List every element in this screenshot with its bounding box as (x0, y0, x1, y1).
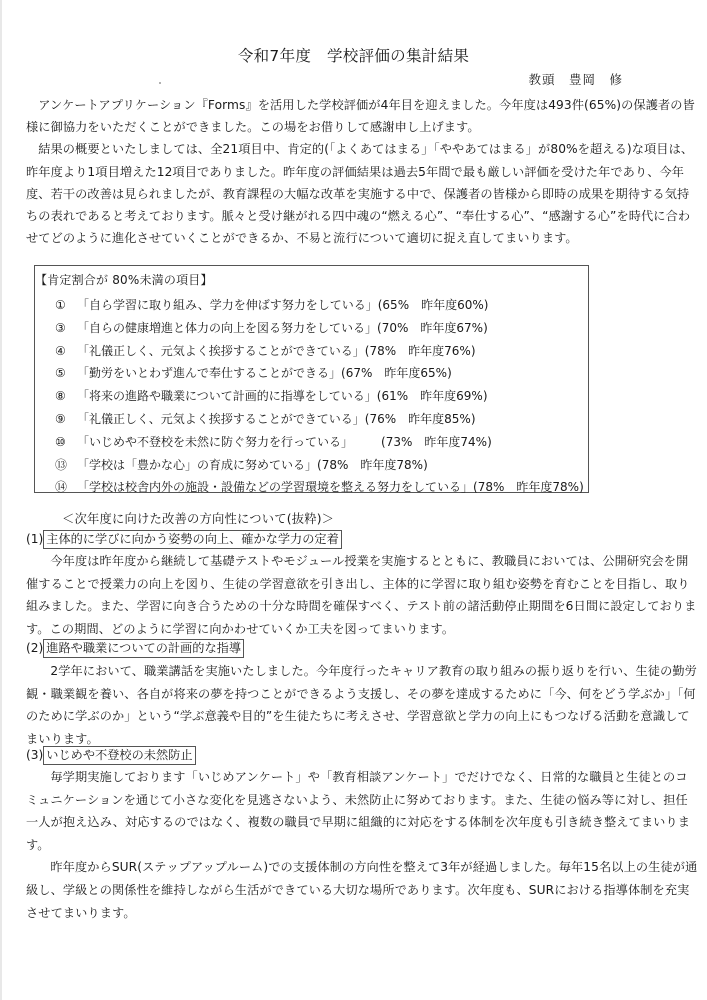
section-3-body (26, 766, 698, 924)
low-rating-item: ⑬ 「学校は「豊かな心」の育成に努めている」(78% 昨年度78%) (55, 454, 584, 477)
low-rating-item: ① 「自ら学習に取り組み、学力を伸ばす努力をしている」(65% 昨年度60%) (55, 294, 584, 317)
previous-rate: 67% (456, 320, 484, 335)
previous-rate: 69% (456, 389, 483, 404)
low-rating-item: ⑤ 「勤労をいとわず進んで奉仕することができる」(67% 昨年度65%) (55, 362, 584, 385)
previous-rate: 65% (420, 366, 448, 381)
item-number: ③ (55, 320, 66, 335)
item-text: 「自ら学習に取り組み、学力を伸ばす努力をしている」 (77, 298, 378, 312)
previous-rate: 60% (457, 298, 484, 312)
current-rate: 70% (381, 320, 409, 335)
current-rate: 65% (382, 298, 410, 312)
current-rate: 78% (369, 343, 397, 358)
intro-section (26, 94, 698, 249)
previous-rate: 85% (444, 411, 471, 426)
improvements-heading: ＜次年度に向けた改善の方向性について(抜粋)＞ (62, 512, 335, 526)
intro-paragraph: アンケートアプリケーション『Forms』を活用した学校評価が4年目を迎えました。今年度は493件(65%)の保護者の皆様に御協力をいただくことができました。この場をお借りして感謝申し上げます。 (26, 98, 695, 135)
low-rating-item: ④ 「礼儀正しく、元気よく挨拶することができている」(78% 昨年度76%) (55, 340, 584, 363)
low-rating-item: ⑩ 「いじめや不登校を未然に防ぐ努力を行っている」 (73% 昨年度74%) (55, 431, 584, 454)
item-number: ① (55, 298, 66, 312)
section-title: 進路や職業についての計画的な指導 (43, 639, 244, 658)
section-paragraph: 毎学期実施しております「いじめアンケート」や「教育相談アンケート」でだけでなく、日常的な職員と生徒とのコミュニケーションを通じて小さな変化を見逃さないよう、未然防止に努めております。また、生徒の悩み等に対し、担任一人が抱え込み、対応するのではなく、複数の職員で早期に組織的に対応をする体制を次年度も引き続き整えてまいります。 (26, 770, 691, 852)
previous-year-label: 昨年度 (360, 457, 397, 472)
previous-rate: 74% (460, 434, 488, 449)
previous-year-label: 昨年度 (408, 411, 445, 426)
low-rating-item: ⑧ 「将来の進路や職業について計画的に指導をしている」(61% 昨年度69%) (55, 385, 584, 408)
section-paragraph: 昨年度からSUR(ステップアップルーム)での支援体制の方向性を整えて3年が経過しました。毎年15名以上の生徒が通級し、学級との関係性を維持しながら生活ができている大切な場所であります。次年度も、SURにおける指導体制を充実させてまいります。 (26, 860, 698, 920)
item-number: ④ (55, 343, 66, 358)
item-text: 「学校は校舎内外の施設・設備などの学習環境を整える努力をしている」 (77, 480, 474, 495)
item-text: 「礼儀正しく、元気よく挨拶することができている」 (77, 343, 365, 358)
low-rating-items-box (34, 265, 589, 493)
section-2-heading (26, 637, 244, 659)
section-number: (3) (26, 748, 44, 762)
section-2-body (26, 660, 698, 750)
section-paragraph: 今年度は昨年度から継続して基礎テストやモジュール授業を実施するとともに、教職員においては、公開研究会を開催することで授業力の向上を図り、生徒の学習意欲を引き出し、主体的に学習に取り組む姿勢を育むことを目指し、取り組みました。また、学習に向き合うための十分な時間を確保すべく、テスト前の諸活動停止期間を6日間に設定しております。この期間、どのように学習に向かわせていくか工夫を図ってまいります。 (26, 554, 697, 636)
item-number: ⑭ (55, 480, 68, 495)
intro-paragraph: 結果の概要といたしましては、全21項目中、肯定的(「よくあてはまる」「ややあてはまる」が80%を超える)な項目は、昨年度より1項目増えた12項目でありました。昨年度の評価結果は過去5年間で最も厳しい評価を受けた年であり、今年度、若干の改善は見られましたが、教育課程の大幅な改革を実施する中で、保護者の皆様から即時の成果を期待する気持ちの表れであると考えております。脈々と受け継がれる四中魂の“燃える心”、“奉仕する心”、“感謝する心”を時代に合わせてどのように進化させていくことができるか、不易と流行について適切に捉え直してまいります。 (26, 142, 694, 246)
previous-year-label: 昨年度 (516, 480, 553, 495)
scan-speck (159, 82, 161, 84)
previous-year-label: 昨年度 (408, 343, 445, 358)
low-rating-item: ③ 「自らの健康増進と体力の向上を図る努力をしている」(70% 昨年度67%) (55, 317, 584, 340)
low-rating-item: ⑭ 「学校は校舎内外の施設・設備などの学習環境を整える努力をしている」(78% 昨年度78%) (55, 476, 584, 499)
scan-edge (0, 0, 2, 1000)
section-1-body (26, 550, 698, 640)
section-number: (1) (26, 532, 44, 546)
current-rate: 78% (477, 480, 505, 495)
section-1-heading (26, 528, 342, 550)
document-title: 令和7年度 学校評価の集計結果 (237, 47, 470, 65)
author-line: 教頭 豊岡 修 (528, 72, 623, 87)
previous-year-label: 昨年度 (424, 434, 461, 449)
item-number: ⑬ (55, 457, 68, 472)
previous-rate: 76% (444, 343, 471, 358)
item-text: 「自らの健康増進と体力の向上を図る努力をしている」 (77, 320, 378, 335)
current-rate: 67% (345, 366, 373, 381)
previous-year-label: 昨年度 (420, 320, 457, 335)
item-number: ⑨ (55, 411, 66, 426)
current-rate: 78% (321, 457, 349, 472)
previous-rate: 78% (552, 480, 580, 495)
previous-year-label: 昨年度 (420, 389, 457, 404)
item-number: ⑤ (55, 366, 66, 381)
current-rate: 73% (385, 434, 413, 449)
item-text: 「勤労をいとわず進んで奉仕することができる」 (77, 366, 342, 381)
item-text: 「いじめや不登校を未然に防ぐ努力を行っている」 (77, 434, 354, 449)
section-title: いじめや不登校の未然防止 (43, 746, 195, 765)
section-number: (2) (26, 641, 44, 655)
item-text: 「学校は「豊かな心」の育成に努めている」 (77, 457, 318, 472)
section-paragraph: 2学年において、職業講話を実施いたしました。今年度行ったキャリア教育の取り組みの振り返りを行い、生徒の勤労観・職業観を養い、各自が将来の夢を持つことができるよう支援し、その夢を達成するために「今、何をどう学ぶか」「何のために学ぶのか」という“学ぶ意義や目的”を生徒たちに考えさせ、学習意欲と学力の向上にもつなげる活動を意識してまいります。 (26, 664, 697, 746)
previous-year-label: 昨年度 (421, 298, 458, 312)
item-number: ⑧ (55, 389, 66, 404)
item-text: 「将来の進路や職業について計画的に指導をしている」 (77, 389, 377, 404)
item-number: ⑩ (55, 434, 66, 449)
section-3-heading (26, 744, 196, 766)
current-rate: 76% (369, 411, 397, 426)
current-rate: 61% (381, 389, 409, 404)
box-heading: 【肯定割合が 80%未満の項目】 (35, 273, 213, 287)
section-title: 主体的に学びに向かう姿勢の向上、確かな学力の定着 (43, 530, 342, 549)
item-text: 「礼儀正しく、元気よく挨拶することができている」 (77, 411, 365, 426)
previous-rate: 78% (396, 457, 424, 472)
previous-year-label: 昨年度 (384, 366, 421, 381)
low-rating-items-list (55, 294, 584, 499)
low-rating-item: ⑨ 「礼儀正しく、元気よく挨拶することができている」(76% 昨年度85%) (55, 408, 584, 431)
